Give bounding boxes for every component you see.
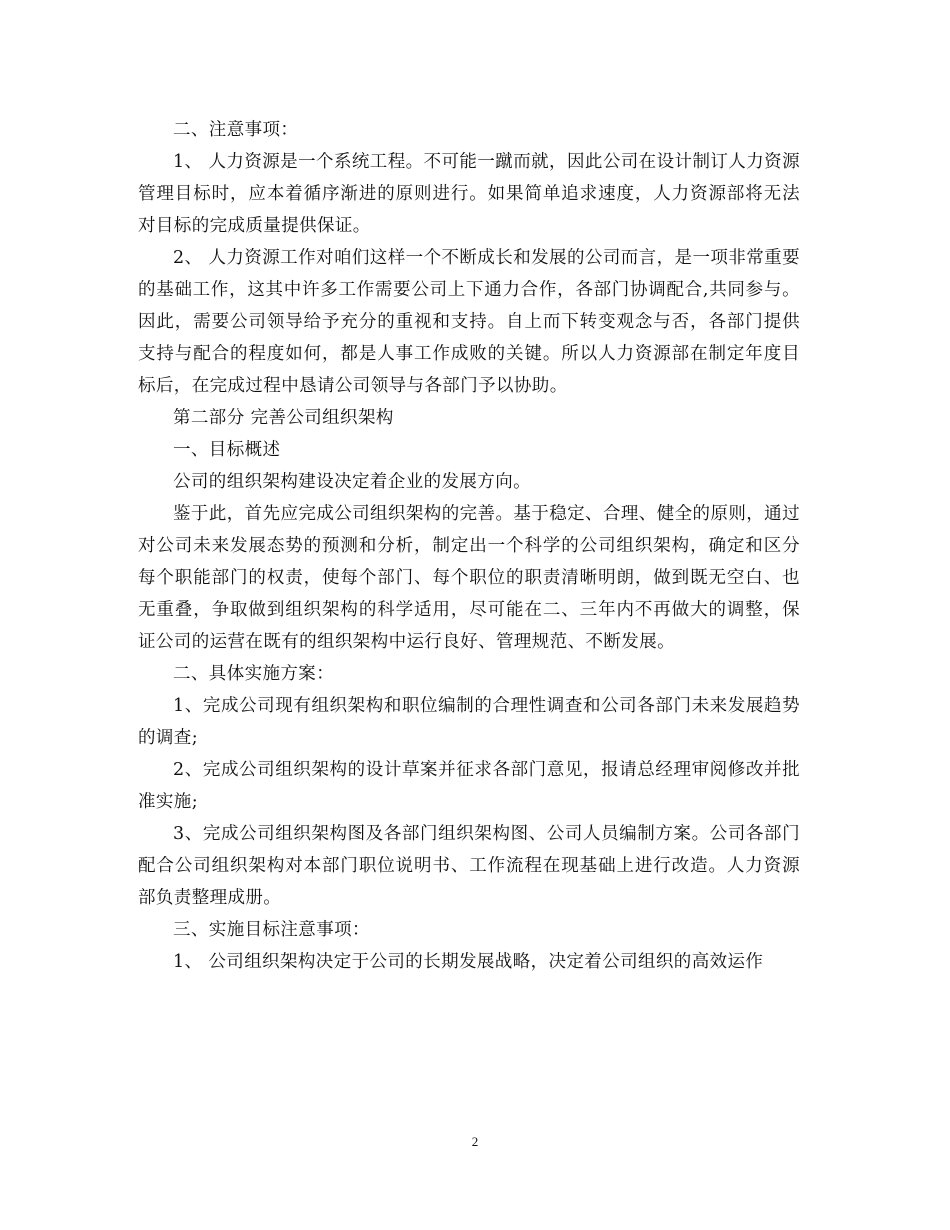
paragraph-implementation-note-1: 1、 公司组织架构决定于公司的长期发展战略，决定着公司组织的高效运作 — [173, 952, 764, 972]
paragraph-plan-1: 1、完成公司现有组织架构和职位编制的合理性调查和公司各部门未来发展趋势的调查; — [138, 696, 800, 748]
page-body — [138, 114, 800, 978]
paragraph-overview-detail: 鉴于此，首先应完成公司组织架构的完善。基于稳定、合理、健全的原则，通过对公司未来发展态势的预测和分析，制定出一个科学的公司组织架构，确定和区分每个职能部门的权责，使每个部门、每个职位的职责清晰明朗，做到既无空白、也无重叠，争取做到组织架构的科学适用，尽可能在二、三年内不再做大的调整，保证公司的运营在既有的组织架构中运行良好、管理规范、不断发展。 — [138, 504, 800, 652]
heading-implementation-notes: 三、实施目标注意事项： — [173, 920, 370, 940]
paragraph-plan-2: 2、完成公司组织架构的设计草案并征求各部门意见，报请总经理审阅修改并批准实施; — [138, 760, 800, 812]
heading-notes: 二、注意事项： — [173, 120, 299, 140]
paragraph-overview: 公司的组织架构建设决定着企业的发展方向。 — [173, 472, 531, 492]
heading-goal-overview: 一、目标概述 — [173, 440, 281, 460]
page-number: 2 — [471, 1134, 479, 1149]
section-title-part-two: 第二部分 完善公司组织架构 — [173, 408, 394, 428]
paragraph-note-2: 2、 人力资源工作对咱们这样一个不断成长和发展的公司而言，是一项非常重要的基础工作，这其中许多工作需要公司上下通力合作，各部门协调配合,共同参与。因此，需要公司领导给予充分的重视和支持。自上而下转变观念与否，各部门提供支持与配合的程度如何，都是人事工作成败的关键。所以人力资源部在制定年度目标后，在完成过程中恳请公司领导与各部门予以协助。 — [138, 248, 800, 396]
heading-implementation-plan: 二、具体实施方案： — [173, 664, 335, 684]
paragraph-plan-3: 3、完成公司组织架构图及各部门组织架构图、公司人员编制方案。公司各部门配合公司组织架构对本部门职位说明书、工作流程在现基础上进行改造。人力资源部负责整理成册。 — [138, 824, 800, 908]
paragraph-note-1: 1、 人力资源是一个系统工程。不可能一蹴而就，因此公司在设计制订人力资源管理目标时，应本着循序渐进的原则进行。如果简单追求速度，人力资源部将无法对目标的完成质量提供保证。 — [138, 152, 800, 236]
